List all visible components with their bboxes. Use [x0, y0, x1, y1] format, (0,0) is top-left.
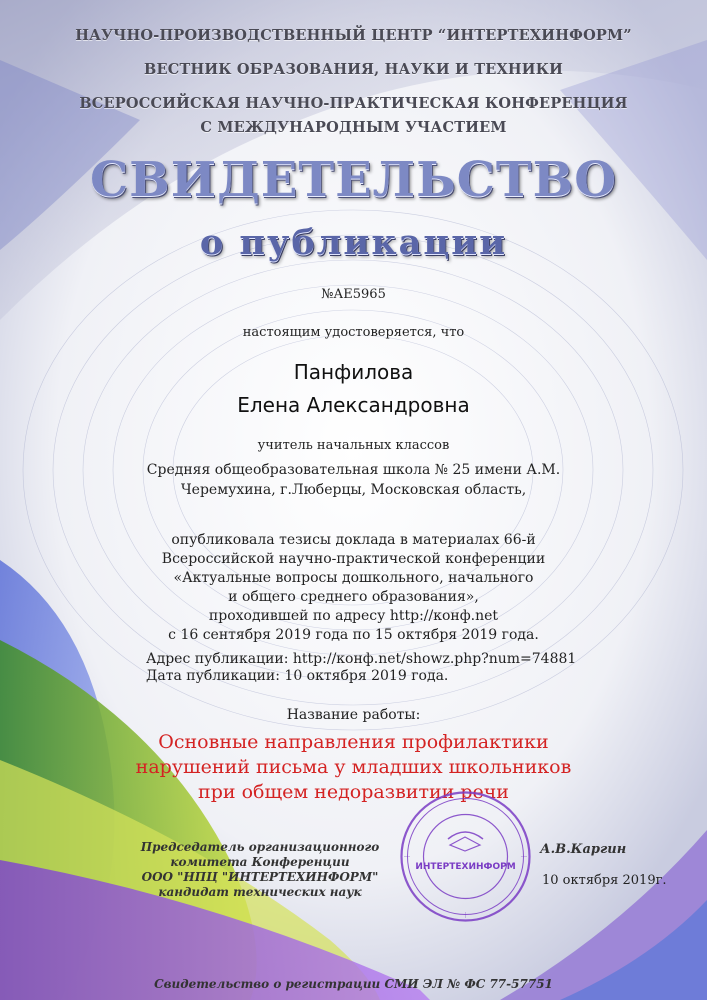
publication-line-6: с 16 сентября 2019 года по 15 октября 2019 года. [168, 627, 539, 643]
organization-stamp [398, 789, 533, 924]
signature-date: 10 октября 2019г. [542, 873, 667, 888]
header-line-4: С МЕЖДУНАРОДНЫМ УЧАСТИЕМ [200, 119, 507, 136]
certificate-number: №АЕ5965 [321, 287, 386, 302]
certify-intro: настоящим удостоверяется, что [242, 325, 465, 340]
stamp-text: ИНТЕРТЕХИНФОРМ [415, 862, 516, 872]
work-title-line-3: при общем недоразвитии речи [198, 781, 509, 803]
certificate-subtitle: о публикации [199, 222, 508, 263]
work-title-line-1: Основные направления профилактики [158, 731, 549, 753]
header-line-2: ВЕСТНИК ОБРАЗОВАНИЯ, НАУКИ И ТЕХНИКИ [144, 61, 563, 78]
publication-line-4: и общего среднего образования», [228, 589, 479, 605]
person-given-names: Елена Александровна [237, 393, 470, 417]
work-title-label: Название работы: [286, 707, 421, 723]
organization-line-2: Черемухина, г.Люберцы, Московская область, [180, 482, 527, 498]
registration-footer: Свидетельство о регистрации СМИ ЭЛ № ФС 77-57751 [154, 977, 553, 991]
publication-line-5: проходившей по адресу http://конф.net [208, 608, 499, 624]
publication-line-2: Всероссийской научно-практической конференции [161, 551, 546, 567]
publication-line-3: «Актуальные вопросы дошкольного, начального [173, 570, 534, 586]
publication-address: Адрес публикации: http://конф.net/showz.php?num=74881 [146, 651, 577, 667]
person-surname: Панфилова [293, 360, 414, 384]
header-line-1: НАУЧНО-ПРОИЗВОДСТВЕННЫЙ ЦЕНТР “ИНТЕРТЕХИНФОРМ” [75, 27, 632, 44]
certificate-title: СВИДЕТЕЛЬСТВО [89, 152, 618, 208]
work-title-line-2: нарушений письма у младших школьников [135, 756, 572, 778]
publication-date: Дата публикации: 10 октября 2019 года. [146, 668, 449, 684]
signatory-line-2: комитета Конференции [170, 855, 350, 869]
header-line-3: ВСЕРОССИЙСКАЯ НАУЧНО-ПРАКТИЧЕСКАЯ КОНФЕРЕНЦИЯ [79, 95, 628, 112]
signatory-line-4: кандидат технических наук [158, 885, 362, 899]
signatory-name: А.В.Каргин [540, 842, 627, 857]
publication-line-1: опубликовала тезисы доклада в материалах 66-й [171, 532, 536, 548]
signatory-line-3: ООО "НПЦ "ИНТЕРТЕХИНФОРМ" [141, 870, 379, 884]
person-position: учитель начальных классов [257, 438, 450, 453]
signatory-line-1: Председатель организационного [140, 840, 380, 854]
organization-line-1: Средняя общеобразовательная школа № 25 имени А.М. [146, 462, 561, 478]
